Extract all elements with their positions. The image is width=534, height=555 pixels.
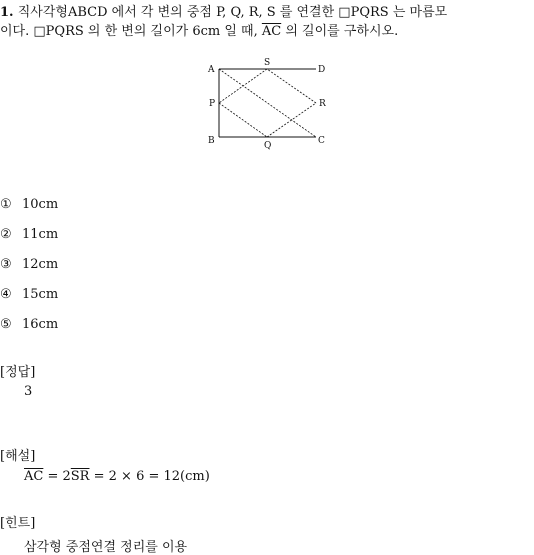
label-p: P (209, 99, 216, 109)
hint-text: 삼각형 중점연결 정리를 이용 (24, 540, 188, 555)
choice-item-2[interactable] (0, 227, 58, 242)
choice-text: 11cm (22, 227, 59, 242)
formula-part-1: = 2 (43, 469, 71, 484)
diagonal-ac (219, 69, 316, 137)
choice-item-1[interactable] (0, 197, 58, 212)
answer-value: 3 (24, 384, 33, 399)
question-text-2b: 의 길이를 구하시오. (281, 24, 399, 39)
choice-item-5[interactable] (0, 317, 58, 332)
explanation-formula (24, 469, 210, 484)
explanation-heading: [해설] (0, 449, 36, 464)
answer-heading: [정답] (0, 365, 36, 380)
label-r: R (319, 99, 326, 109)
label-q: Q (264, 141, 272, 151)
label-d: D (318, 65, 326, 75)
choice-text: 12cm (22, 257, 59, 272)
segment-ac: $\overline{AC}$ (24, 469, 44, 484)
choice-mark: ④ (0, 287, 12, 302)
choice-text: 15cm (22, 287, 59, 302)
choice-text: 16cm (22, 317, 59, 332)
choice-text: 10cm (22, 197, 59, 212)
segment-ac: $\overline{AC}$ (261, 24, 282, 39)
question-text-1: 직사각형ABCD 에서 각 변의 중점 P, Q, R, S 를 연결한 □PQRS 는 마름모 (17, 5, 448, 20)
segment-sr: $\overline{SR}$ (70, 469, 90, 484)
label-b: B (208, 136, 215, 146)
choice-mark: ③ (0, 257, 12, 272)
formula-part-2: = 2 × 6 = 12(cm) (89, 469, 210, 484)
choice-item-4[interactable] (0, 287, 58, 302)
label-c: C (318, 136, 325, 146)
choice-mark: ② (0, 227, 12, 242)
hint-heading: [힌트] (0, 516, 36, 531)
label-s: S (264, 58, 271, 68)
question-text-2a: 이다. □PQRS 의 한 변의 길이가 6cm 일 때, (0, 24, 262, 39)
label-a: A (208, 65, 215, 75)
question-number: 1. (0, 5, 14, 20)
choice-mark: ⑤ (0, 317, 12, 332)
choice-mark: ① (0, 197, 12, 212)
choice-item-3[interactable] (0, 257, 58, 272)
